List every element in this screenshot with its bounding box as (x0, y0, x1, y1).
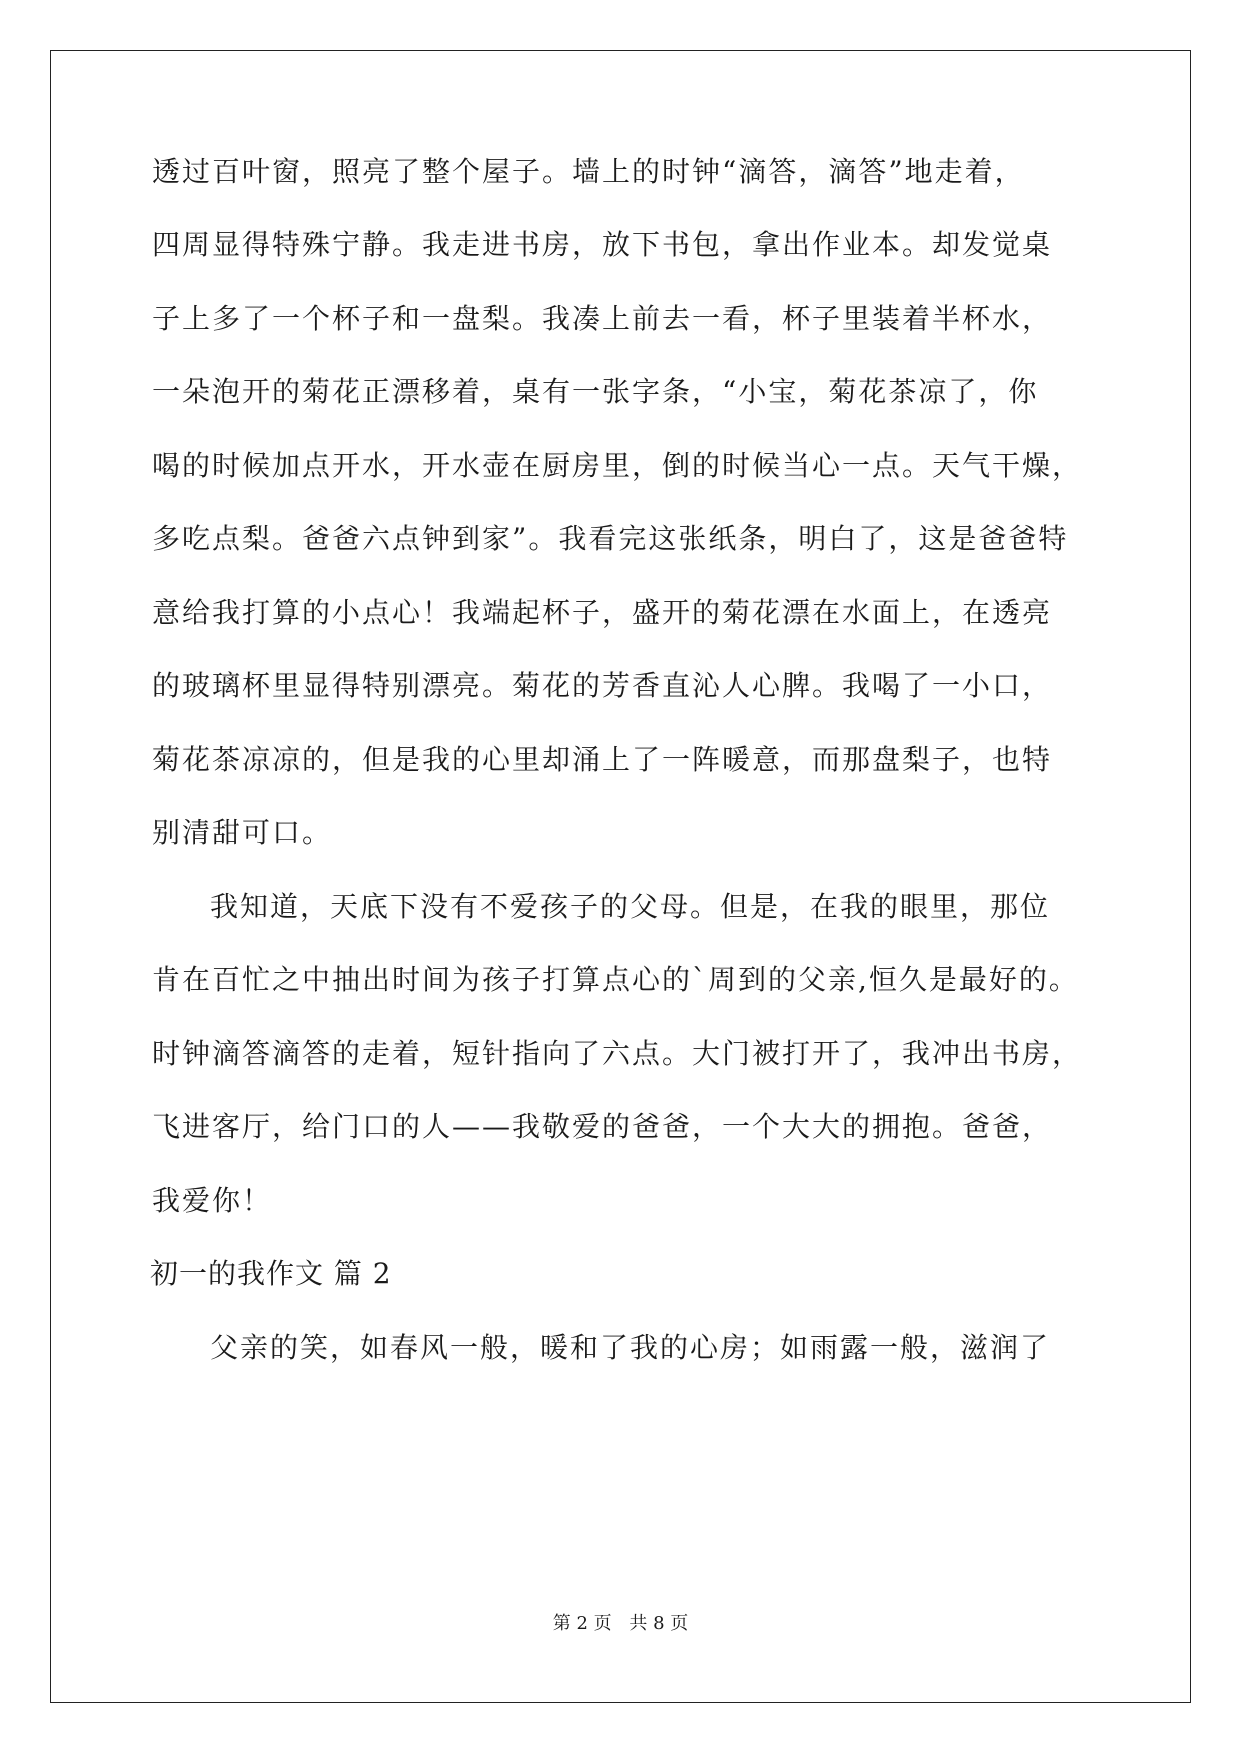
body-line: 子上多了一个杯子和一盘梨。我凑上前去一看，杯子里装着半杯水， (152, 302, 1053, 335)
body-line: 菊花茶凉凉的，但是我的心里却涌上了一阵暖意，而那盘梨子，也特 (152, 743, 1053, 776)
body-line: 别清甜可口。 (152, 816, 333, 849)
body-line: 我爱你！ (152, 1184, 273, 1217)
body-line: 一朵泡开的菊花正漂移着，桌有一张字条，“小宝，菊花茶凉了，你 (152, 375, 1039, 408)
body-line: 时钟滴答滴答的走着，短针指向了六点。大门被打开了，我冲出书房， (152, 1037, 1083, 1070)
body-line: 我知道，天底下没有不爱孩子的父母。但是，在我的眼里，那位 (210, 890, 1051, 923)
body-line: 的玻璃杯里显得特别漂亮。菊花的芳香直沁人心脾。我喝了一小口， (152, 669, 1053, 702)
page-total: 共 8 页 (629, 1613, 689, 1634)
body-line: 父亲的笑，如春风一般，暖和了我的心房；如雨露一般，滋润了 (210, 1331, 1051, 1364)
body-line: 飞进客厅，给门口的人——我敬爱的爸爸，一个大大的拥抱。爸爸， (152, 1110, 1053, 1143)
page-number: 第 2 页 (552, 1613, 612, 1634)
body-line: 多吃点梨。爸爸六点钟到家”。我看完这张纸条，明白了，这是爸爸特 (152, 522, 1069, 555)
section-heading: 初一的我作文 篇 2 (150, 1257, 392, 1290)
body-line: 意给我打算的小点心！我端起杯子，盛开的菊花漂在水面上，在透亮 (152, 596, 1053, 629)
body-line: 喝的时候加点开水，开水壶在厨房里，倒的时候当心一点。天气干燥， (152, 449, 1083, 482)
page-footer (0, 1612, 1241, 1636)
body-line: 透过百叶窗，照亮了整个屋子。墙上的时钟“滴答，滴答”地走着， (152, 155, 1025, 188)
body-line: 四周显得特殊宁静。我走进书房，放下书包，拿出作业本。却发觉桌 (152, 228, 1053, 261)
body-line: 肯在百忙之中抽出时间为孩子打算点心的`周到的父亲,恒久是最好的。 (152, 963, 1079, 996)
page-border (50, 50, 1191, 1703)
